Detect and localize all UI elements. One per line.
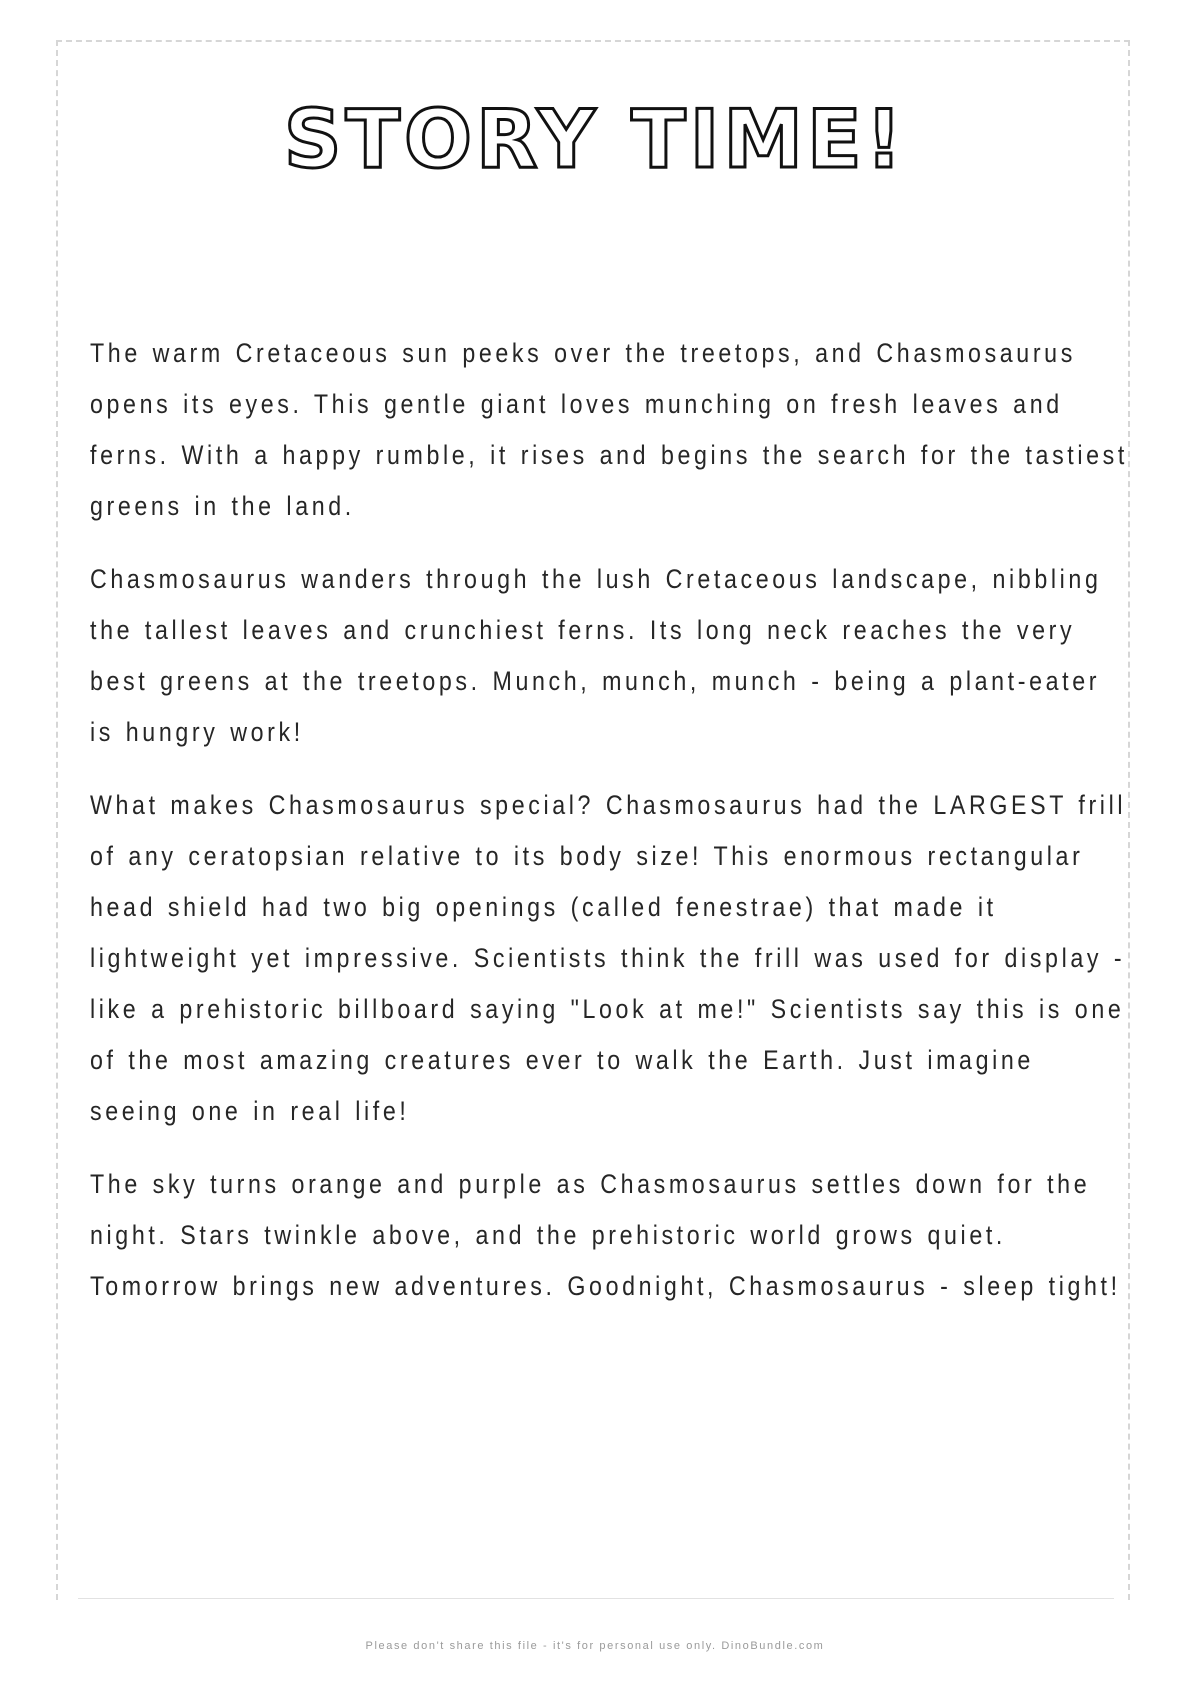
story-paragraph-2: Chasmosaurus wanders through the lush Cretaceous landscape, nibbling the tallest leaves and crunchiest ferns. Its long neck reaches the very best greens at the treetops. Munch, munch, munch - being a plant-eater is hungry work! xyxy=(90,564,1102,747)
story-paragraph-3: What makes Chasmosaurus special? Chasmosaurus had the LARGEST frill of any ceratopsian relative to its body size! This enormous rectangular head shield had two big openings (called fenestrae) that made it lightweight yet impressive. Scientists think the frill was used for display - like a prehistoric billboard saying "Look at me!" Scientists say this is one of the most amazing creatures ever to walk the Earth. Just imagine seeing one in real life! xyxy=(90,790,1127,1126)
page-title: STORY TIME! xyxy=(283,93,907,186)
story-body xyxy=(90,328,1130,1334)
footer-notice: Please don't share this file - it's for personal use only. DinoBundle.com xyxy=(365,1640,825,1652)
footer-divider xyxy=(78,1598,1114,1599)
story-paragraph-1: The warm Cretaceous sun peeks over the treetops, and Chasmosaurus opens its eyes. This gentle giant loves munching on fresh leaves and ferns. With a happy rumble, it rises and begins the search for the tastiest greens in the land. xyxy=(90,338,1128,521)
story-paragraph-4: The sky turns orange and purple as Chasmosaurus settles down for the night. Stars twinkle above, and the prehistoric world grows quiet. Tomorrow brings new adventures. Goodnight, Chasmosaurus - sleep tight! xyxy=(90,1169,1121,1301)
